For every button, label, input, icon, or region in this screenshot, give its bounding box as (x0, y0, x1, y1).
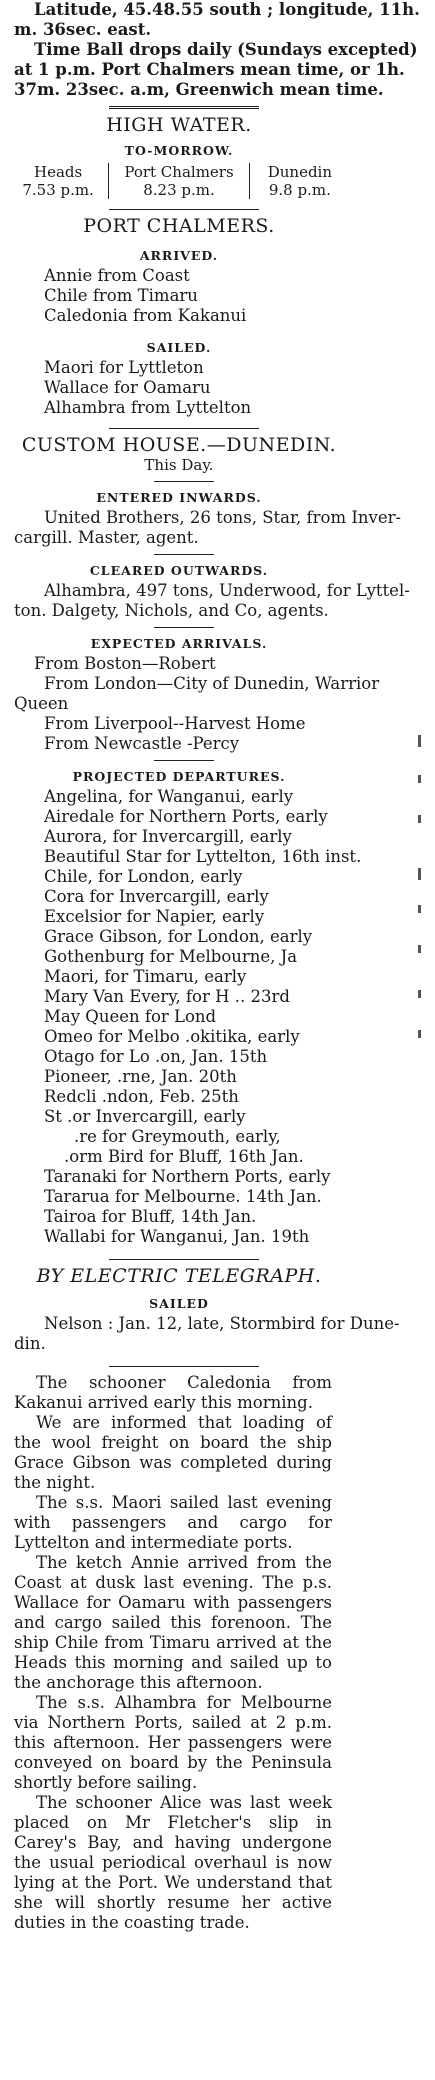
high-water-subtitle: TO-MORROW. (124, 143, 234, 158)
arrived-item: Annie from Coast (44, 266, 190, 285)
projected-item: May Queen for Lond (44, 1007, 217, 1026)
print-mark (418, 990, 421, 998)
entered-line-1: United Brothers, 26 tons, Star, from Inver- (44, 508, 402, 527)
hw-dunedin (256, 163, 344, 199)
projected-item: Aurora, for Invercargill, early (44, 827, 292, 846)
telegraph-title: BY ELECTRIC TELEGRAPH. (36, 1265, 322, 1287)
arrived-item: Chile from Timaru (44, 286, 198, 305)
projected-item: Angelina, for Wanganui, early (44, 787, 294, 806)
hw-time: 7.53 p.m. (22, 181, 94, 199)
sailed-item: Maori for Lyttleton (44, 358, 204, 377)
divider (154, 760, 214, 761)
cleared-line-2: ton. Dalgety, Nichols, and Co, agents. (14, 601, 329, 620)
expected-item: Queen (14, 694, 69, 713)
hw-place: Dunedin (267, 163, 333, 181)
high-water-table (14, 163, 344, 199)
custom-house-title: CUSTOM HOUSE.—DUNEDIN. (21, 434, 337, 456)
projected-item: Redcli .ndon, Feb. 25th (44, 1087, 239, 1106)
projected-item: Gothenburg for Melbourne, Ja (44, 947, 298, 966)
divider (109, 428, 259, 429)
expected-item: From Liverpool--Harvest Home (44, 714, 306, 733)
projected-departures-label: PROJECTED DEPARTURES. (72, 769, 286, 784)
arrived-label: ARRIVED. (139, 248, 219, 263)
divider (109, 209, 259, 210)
hw-place: Heads (34, 163, 83, 181)
projected-item: Omeo for Melbo .okitika, early (44, 1027, 300, 1046)
print-mark (418, 868, 421, 880)
sailed-item: Wallace for Oamaru (44, 378, 211, 397)
divider (109, 1259, 259, 1260)
time-ball-line-1: Time Ball drops daily (Sundays excepted) (34, 40, 418, 59)
sailed-item: Alhambra from Lyttelton (44, 398, 252, 417)
projected-item: Grace Gibson, for London, early (44, 927, 313, 946)
hw-heads (14, 163, 102, 199)
high-water-title: HIGH WATER. (106, 114, 252, 136)
hw-separator (108, 163, 109, 199)
projected-item: .orm Bird for Bluff, 16th Jan. (64, 1147, 304, 1166)
news-paragraph: The schooner Alice was last week placed on Mr Fletcher's slip in Carey's Bay, and having undergone the usual periodical overhaul is now lying at the Port. We understand that she will shortly resume her active duties in the coasting trade. (14, 1793, 332, 1932)
divider (154, 554, 214, 555)
expected-item: From Newcastle -Percy (44, 734, 240, 753)
entered-inwards-label: ENTERED INWARDS. (96, 490, 262, 505)
hw-time: 8.23 p.m. (143, 181, 215, 199)
adjacent-column-edge (410, 0, 435, 2080)
sailed-label: SAILED. (146, 340, 212, 355)
hw-separator (249, 163, 250, 199)
projected-item: Tairoa for Bluff, 14th Jan. (44, 1207, 257, 1226)
arrived-item: Caledonia from Kakanui (44, 306, 247, 325)
print-mark (418, 1030, 421, 1038)
cleared-line-1: Alhambra, 497 tons, Underwood, for Lyttel- (44, 581, 410, 600)
hw-place: Port Chalmers (124, 163, 234, 181)
projected-item: Beautiful Star for Lyttelton, 16th inst. (44, 847, 362, 866)
print-mark (418, 735, 421, 747)
hw-port-chalmers (115, 163, 242, 199)
news-paragraph: The schooner Caledonia from Kakanui arrived early this morning. (14, 1373, 332, 1412)
telegraph-line-2: din. (14, 1334, 46, 1353)
entered-line-2: cargill. Master, agent. (14, 528, 199, 547)
divider (154, 481, 214, 482)
divider (154, 627, 214, 628)
news-paragraph: We are informed that loading of the wool freight on board the ship Grace Gibson was completed during the night. (14, 1413, 332, 1492)
telegraph-sailed-label: SAILED (149, 1296, 209, 1311)
projected-item: Maori, for Timaru, early (44, 967, 247, 986)
projected-item: St .or Invercargill, early (44, 1107, 246, 1126)
expected-arrivals-label: EXPECTED ARRIVALS. (90, 636, 268, 651)
news-paragraph: The ketch Annie arrived from the Coast at dusk last evening. The p.s. Wallace for Oamaru with passengers and cargo sailed this forenoon. The ship Chile from Timaru arrived at the Heads this morning and sailed up to the anchorage this afternoon. (14, 1553, 332, 1692)
projected-item: Pioneer, .rne, Jan. 20th (44, 1067, 237, 1086)
custom-house-subtitle: This Day. (144, 456, 214, 474)
latitude-line-2: m. 36sec. east. (14, 20, 152, 39)
time-ball-line-2: at 1 p.m. Port Chalmers mean time, or 1h. (14, 60, 405, 79)
projected-item: Tararua for Melbourne. 14th Jan. (44, 1187, 322, 1206)
projected-item: .re for Greymouth, early, (74, 1127, 281, 1146)
print-mark (418, 945, 421, 953)
news-paragraph: The s.s. Alhambra for Melbourne via Northern Ports, sailed at 2 p.m. this afternoon. Her passengers were conveyed on board by the Peninsula shortly before sailing. (14, 1693, 332, 1792)
expected-item: From London—City of Dunedin, Warrior (44, 674, 380, 693)
projected-item: Airedale for Northern Ports, early (44, 807, 328, 826)
latitude-line: Latitude, 45.48.55 south ; longitude, 11h. (34, 0, 420, 19)
projected-item: Otago for Lo .on, Jan. 15th (44, 1047, 268, 1066)
projected-item: Excelsior for Napier, early (44, 907, 265, 926)
expected-item: From Boston—Robert (34, 654, 216, 673)
projected-list (14, 787, 362, 1247)
print-mark (418, 905, 421, 913)
cleared-outwards-label: CLEARED OUTWARDS. (89, 563, 269, 578)
projected-item: Wallabi for Wanganui, Jan. 19th (44, 1227, 310, 1246)
divider (109, 106, 259, 109)
projected-item: Taranaki for Northern Ports, early (44, 1167, 331, 1186)
projected-item: Chile, for London, early (44, 867, 243, 886)
time-ball-line-3: 37m. 23sec. a.m, Greenwich mean time. (14, 80, 384, 99)
hw-time: 9.8 p.m. (268, 181, 331, 199)
projected-item: Cora for Invercargill, early (44, 887, 269, 906)
telegraph-line-1: Nelson : Jan. 12, late, Stormbird for Dune- (44, 1314, 400, 1333)
projected-item: Mary Van Every, for H .. 23rd (44, 987, 290, 1006)
news-paragraph: The s.s. Maori sailed last evening with passengers and cargo for Lyttelton and intermediate ports. (14, 1493, 332, 1552)
port-chalmers-title: PORT CHALMERS. (83, 215, 275, 237)
print-mark (418, 775, 421, 783)
print-mark (418, 815, 421, 823)
divider (109, 1366, 259, 1367)
